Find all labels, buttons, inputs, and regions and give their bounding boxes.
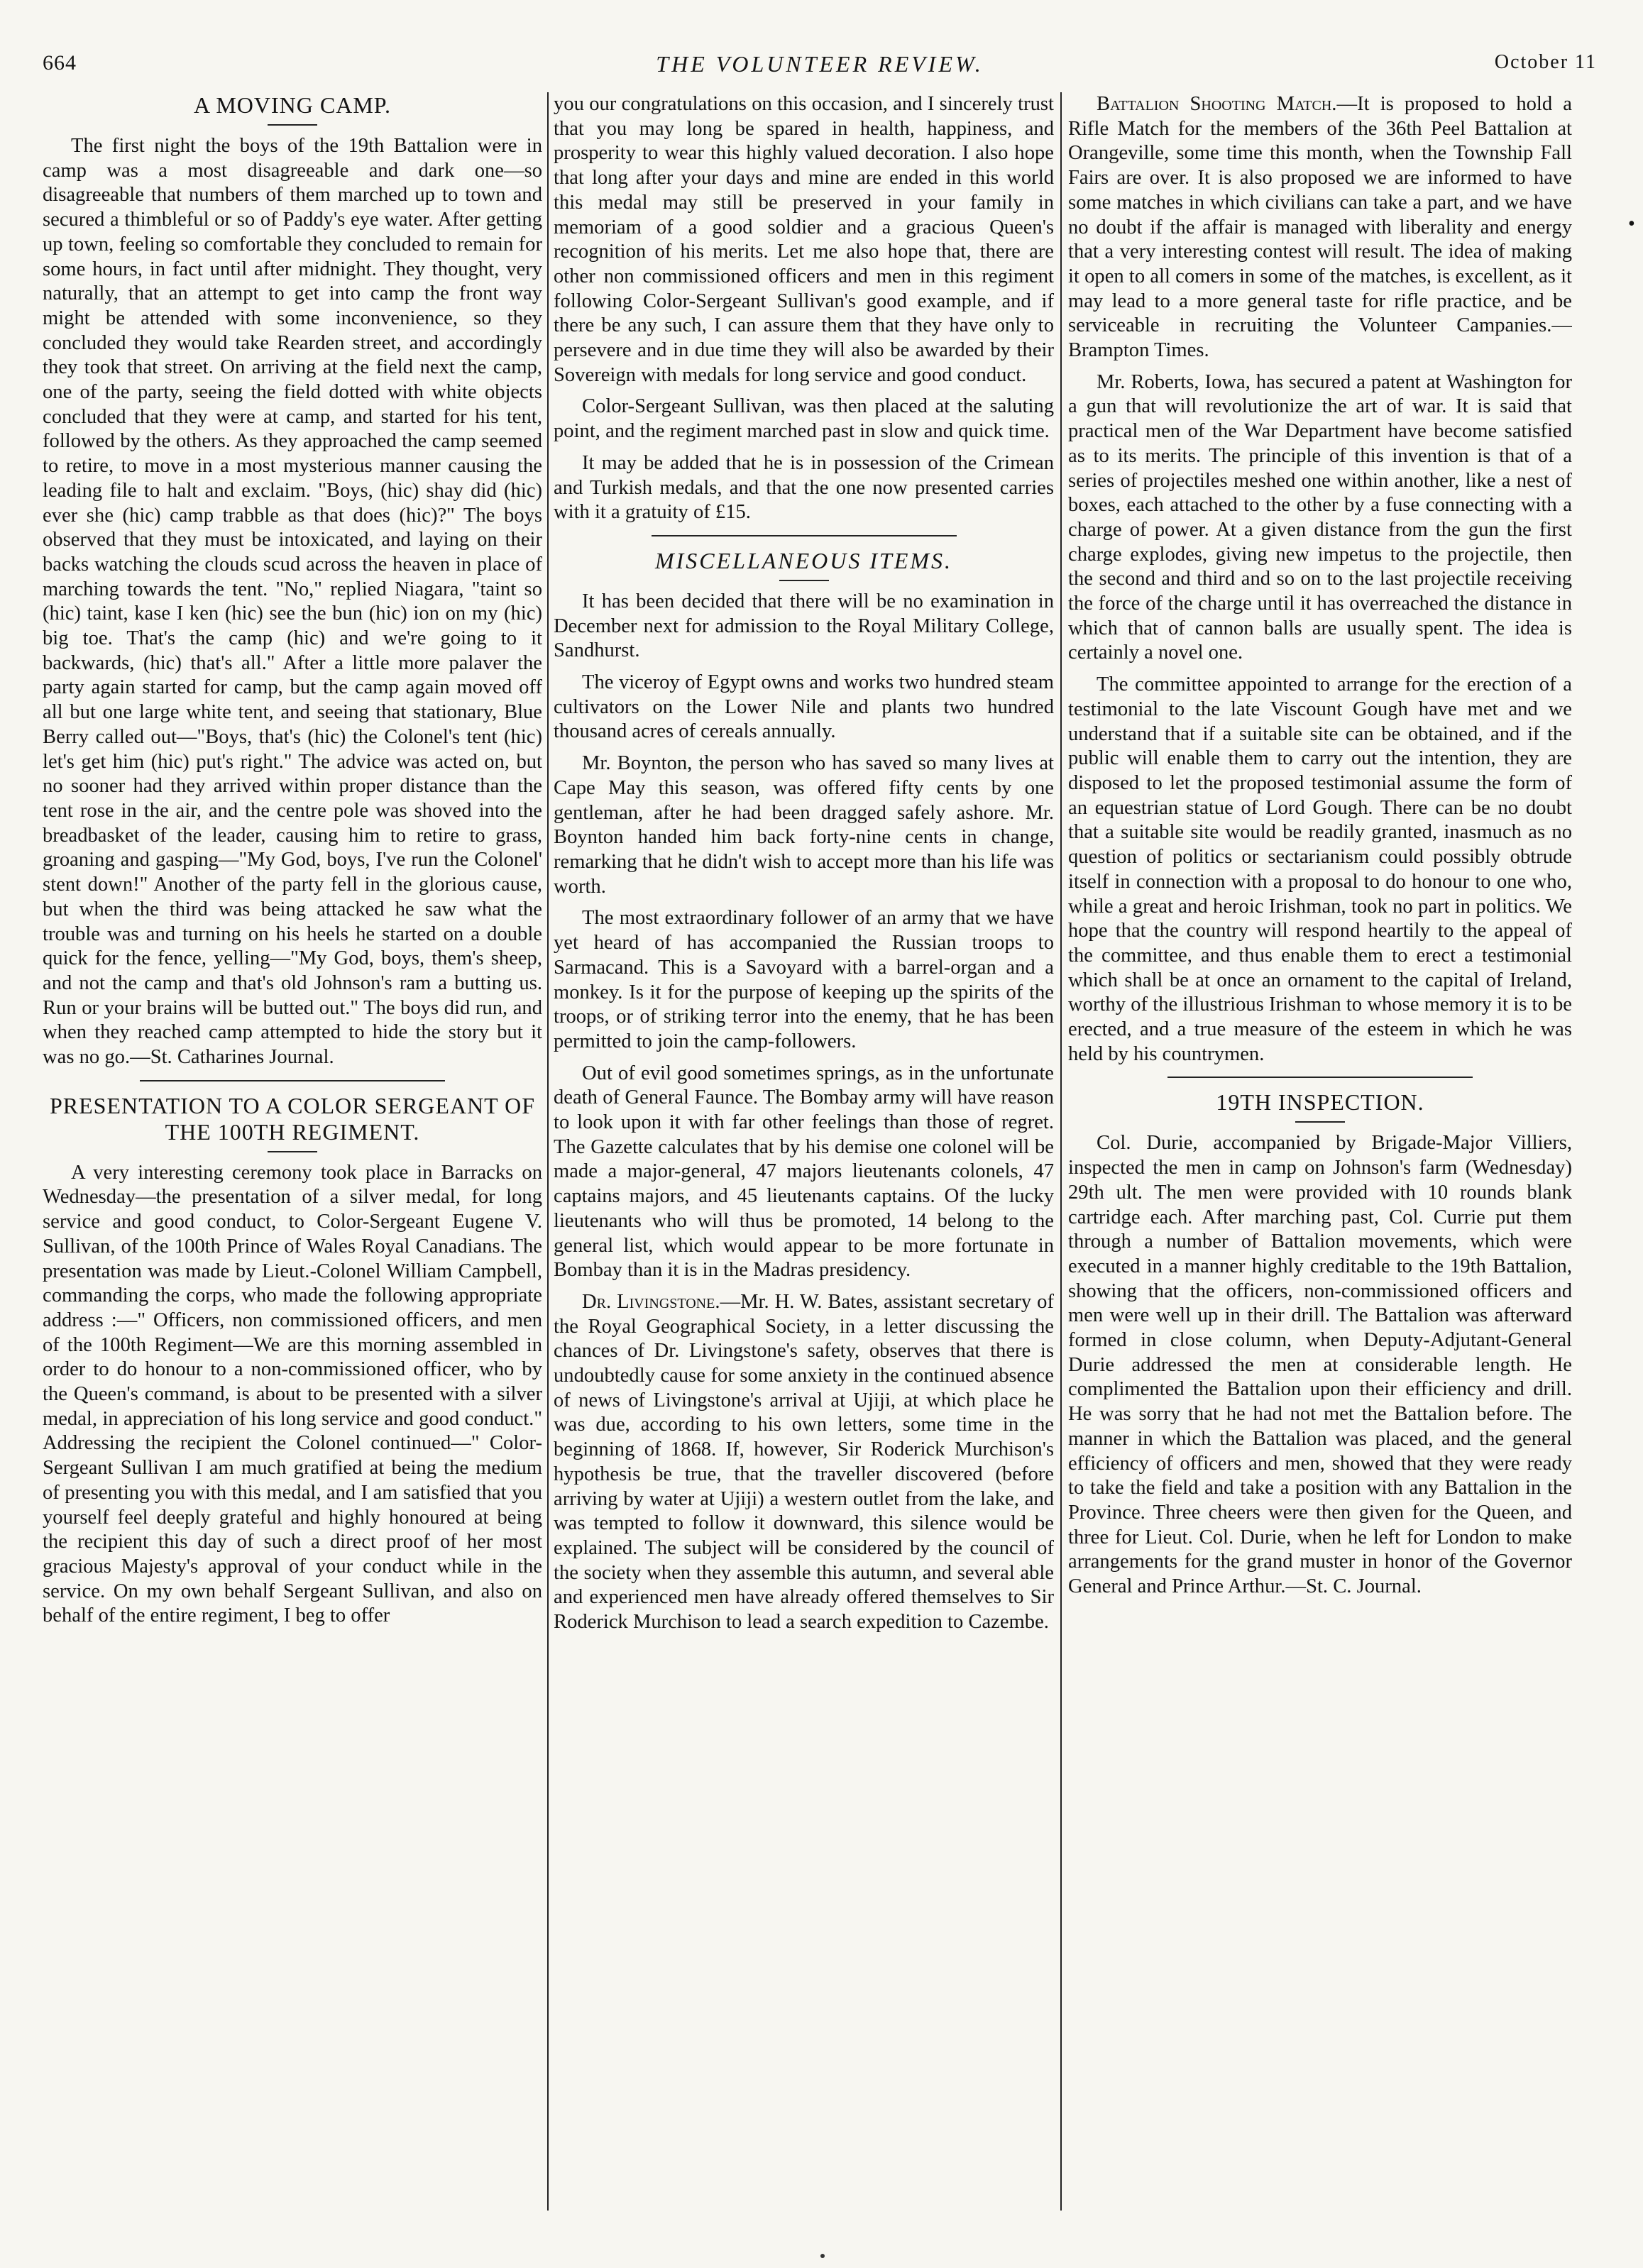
column-rule-left <box>547 92 549 2211</box>
paragraph-lead-in: Dr. Livingstone. <box>582 1290 720 1313</box>
article-separator <box>1167 1077 1473 1078</box>
article-heading-moving-camp: A MOVING CAMP. <box>193 92 392 118</box>
article-paragraph: Color-Sergeant Sullivan, was then placed at the saluting point, and the regiment marched past in slow and quick time. <box>554 395 1054 443</box>
heading-dash <box>268 124 317 126</box>
running-header <box>43 51 1597 87</box>
issue-date: October 11 <box>1494 51 1597 73</box>
column-rule-right <box>1060 92 1062 2211</box>
column-3 <box>1068 92 1572 2207</box>
article-paragraph: Mr. Boynton, the person who has saved so many lives at Cape May this season, was offered fifty cents by one gentleman, after he had been dragged safely ashore. Mr. Boynton handed him back forty-nine cents in change, remarking that he didn't wish to accept more than his life was worth. <box>554 752 1054 898</box>
heading-dash <box>268 1151 317 1152</box>
article-paragraph <box>554 1290 1054 1635</box>
column-2 <box>554 92 1054 2207</box>
heading-dash <box>779 580 829 581</box>
page-number: 664 <box>43 51 77 75</box>
bottom-print-dot <box>820 2254 825 2258</box>
article-paragraph: Mr. Roberts, Iowa, has secured a patent at Washington for a gun that will revolutionize the art of war. It is said that practical men of the War Department have become satisfied as to its merits. The principle of this invention is that of a series of projectiles meshed one within another, like a nest of boxes, each attached to the other by a fuse connecting with a charge of power. At a given distance from the gun the first charge explodes, giving new impetus to the projectile, then the second and third and so on to the last projectile receiving the force of the charge until it has overreached the distance in which that of cannon balls are usually spent. The idea is certainly a novel one. <box>1068 370 1572 664</box>
publication-title: THE VOLUNTEER REVIEW. <box>656 51 984 77</box>
paragraph-lead-in: Battalion Shooting Match. <box>1097 93 1337 115</box>
article-paragraph: The most extraordinary follower of an army that we have yet heard of has accompanied the Russian troops to Sarmacand. This is a Savoyard with a barrel-organ and a monkey. Is it for the purpose of keeping up the spirits of the troops, or of striking terror into the enemy, that he has been permitted to join the camp-followers. <box>554 907 1054 1052</box>
paragraph-text: —It is proposed to hold a Rifle Match for the members of the 36th Peel Battalion at Orangeville, some time this month, when the Township Fall Fairs are over. It is also proposed we are informed to have some matches in which civilians can take a part, and we have no doubt if the affair is managed with liberality and energy that a very interesting contest will result. The idea of making it open to all comers in some of the matches, is excellent, as it may lead to a more general taste for rifle practice, and be serviceable in recruiting the Volunteer Campanies.—Brampton Times. <box>1068 93 1572 362</box>
article-paragraph: The first night the boys of the 19th Battalion were in camp was a most disagreeable and dark one—so disagreeable that numbers of them marched up to town and secured a thimbleful or so of Paddy's eye water. After getting up town, feeling so comfortable they concluded to remain for some hours, in fact until after midnight. They thought, very naturally, that an attempt to get into camp the front way might be attended with some inconvenience, so they concluded they would take Rearden street, and accordingly they took that street. On arriving at the field next the camp, one of the party, seeing the field dotted with white objects concluded that they were at camp, and started for his tent, followed by the others. As they approached the camp seemed to retire, to move in a most mysterious manner causing the leading file to halt and exclaim. "Boys, (hic) shay did (hic) ever she (hic) camp trabble as that does (hic)?" The boys observed that they must be intoxicated, and laying on their backs watching the clouds scud across the heaven in place of marching towards the tent. "No," replied Niagara, "taint so (hic) taint, kase I ken (hic) see the bun (hic) ion on my (hic) big toe. That's the camp (hic) and we're going to it backwards, (hic) that's all." After a little more palaver the party again started for camp, but the camp again moved off all but one large white tent, and seeing that stationary, Blue Berry called out—"Boys, that's (hic) the Colonel's tent (hic) let's get him (hic) put's right." The advice was acted on, but no sooner had they arrived within proper distance than the tent rose in the air, and the centre pole was shoved into the breadbasket of the leader, causing him to retire to grass, groaning and gasping—"My God, boys, I've run the Colonel' stent down!" Another of the party fell in the glorious cause, but when the third was being attacked he saw what the trouble was and turning on his heels he started on a double quick for the fence, yelling—"My God, boys, them's sheep, and not the camp and that's old Johnson's ram a butting us. Run or your brains will be butted out." The boys did run, and when they reached camp attempted to hide the story but it was no go.—St. Catharines Journal. <box>43 135 542 1069</box>
margin-mark: • <box>1628 213 1635 235</box>
article-heading-inspection: 19TH INSPECTION. <box>1216 1089 1424 1116</box>
article-paragraph-continued: you our congratulations on this occasion, and I sincerely trust that you may long be spared in health, happiness, and prosperity to wear this highly valued decoration. I also hope that long after your days and mine are ended in this world this medal may still be preserved in your family in memoriam of a good soldier and a gracious Queen's recognition of his merits. Let me also hope that, there are other non commissioned officers and men in this regiment following Color-Sergeant Sullivan's good example, and if there be any such, I can assure them that they have only to persevere and in due time they will also be awarded by their Sovereign with medals for long service and good conduct. <box>554 93 1054 386</box>
paragraph-text: —Mr. H. W. Bates, assistant secretary of the Royal Geographical Society, in a letter discussing the chances of Dr. Livingstone's safety, observes that there is undoubtedly cause for some anxiety in the continued absence of news of Livingstone's arrival at Ujiji, at which place he was due, according to his own letters, some time in the beginning of 1868. If, however, Sir Roderick Murchison's hypothesis be true, that the traveller discovered (before arriving by water at Ujiji) a western outlet from the lake, and was tempted to follow it downward, this silence would be explained. The subject will be considered by the council of the society when they assemble this autumn, and several able and experienced men have already offered themselves to Sir Roderick Murchison to lead a search expedition to Cazembe. <box>554 1290 1054 1634</box>
article-paragraph: The viceroy of Egypt owns and works two hundred steam cultivators on the Lower Nile and plants two hundred thousand acres of cereals annually. <box>554 671 1054 743</box>
article-paragraph: It may be added that he is in possession of the Crimean and Turkish medals, and that the one now presented carries with it a gratuity of £15. <box>554 451 1054 524</box>
column-1 <box>43 92 542 2207</box>
article-paragraph: It has been decided that there will be no examination in December next for admission to the Royal Military College, Sandhurst. <box>554 590 1054 662</box>
article-heading-presentation: PRESENTATION TO A COLOR SERGEANT OF THE 100TH REGIMENT. <box>49 1092 536 1145</box>
article-paragraph <box>1068 92 1572 363</box>
article-paragraph: Col. Durie, accompanied by Brigade-Major Villiers, inspected the men in camp on Johnson's farm (Wednesday) 29th ult. The men were provided with 10 rounds blank cartridge each. After marching past, Col. Currie put them through a number of Battalion movements, which were executed in a manner highly creditable to the 19th Battalion, showing that the officers, non-commissioned officers and men were well up in their drill. The Battalion was afterward formed in close column, when Deputy-Adjutant-General Durie addressed the men at considerable length. He complimented the Battalion upon their efficiency and drill. He was sorry that he had not met the Battalion before. The manner in which the Battalion was placed, and the general efficiency of officers and men, showed that they were ready to take the field and take a position with any Battalion in the Province. Three cheers were then given for the Queen, and three for Lieut. Col. Durie, when he left for London to make arrangements for the grand muster in honor of the Governor General and Prince Arthur.—St. C. Journal. <box>1068 1132 1572 1598</box>
section-heading-miscellaneous: MISCELLANEOUS ITEMS. <box>654 547 953 573</box>
article-separator <box>652 535 957 536</box>
heading-dash <box>1295 1121 1345 1123</box>
article-paragraph: Out of evil good sometimes springs, as in the unfortunate death of General Faunce. The Bombay army will have reason to look upon it with far other feelings than those of regret. The Gazette calculates that by his demise one colonel will be made a major-general, 47 majors lieutenants colonels, 47 captains majors, and 45 lieutenants captains. Of the lucky lieutenants who will thus be promoted, 14 belong to the general list, which would appear to be more fortunate in Bombay than it is in the Madras presidency. <box>554 1062 1054 1282</box>
article-paragraph: A very interesting ceremony took place in Barracks on Wednesday—the presentation of a silver medal, for long service and good conduct, to Color-Sergeant Eugene V. Sullivan, of the 100th Prince of Wales Royal Canadians. The presentation was made by Lieut.-Colonel William Campbell, commanding the corps, who made the following appropriate address :—" Officers, non commissioned officers, and men of the 100th Regiment—We are this morning assembled in order to do honour to a non-commissioned officer, who by the Queen's command, is about to be presented with a silver medal, in appreciation of his long service and good conduct." Addressing the recipient the Colonel continued—" Color-Sergeant Sullivan I am much gratified at being the medium of presenting you with this medal, and I am satisfied that you yourself feel deeply grateful and highly honoured at being the recipient this day of such a direct proof of her most gracious Majesty's approval of your conduct while in the service. On my own behalf Sergeant Sullivan, and also on behalf of the entire regiment, I beg to offer <box>43 1161 542 1627</box>
article-paragraph: The committee appointed to arrange for the erection of a testimonial to the late Viscount Gough have met and we understand that if a suitable site can be obtained, and if the public will enable them to carry out the intention, they are disposed to let the proposed testimonial assume the form of an equestrian statue of Lord Gough. There can be no doubt that a suitable site would be readily granted, inasmuch as no question of politics or sectarianism could possibly obtrude itself in connection with a proposal to do honour to one who, while a great and heroic Irishman, took no part in politics. We hope that the country will respond heartily to the appeal of the committee, and thus enable them to erect a testimonial which shall be at once an ornament to the capital of Ireland, worthy of the illustrious Irishman to whose memory it is to be erected, and a true measure of the esteem in which he was held by his countrymen. <box>1068 673 1572 1065</box>
article-separator <box>140 1080 445 1081</box>
